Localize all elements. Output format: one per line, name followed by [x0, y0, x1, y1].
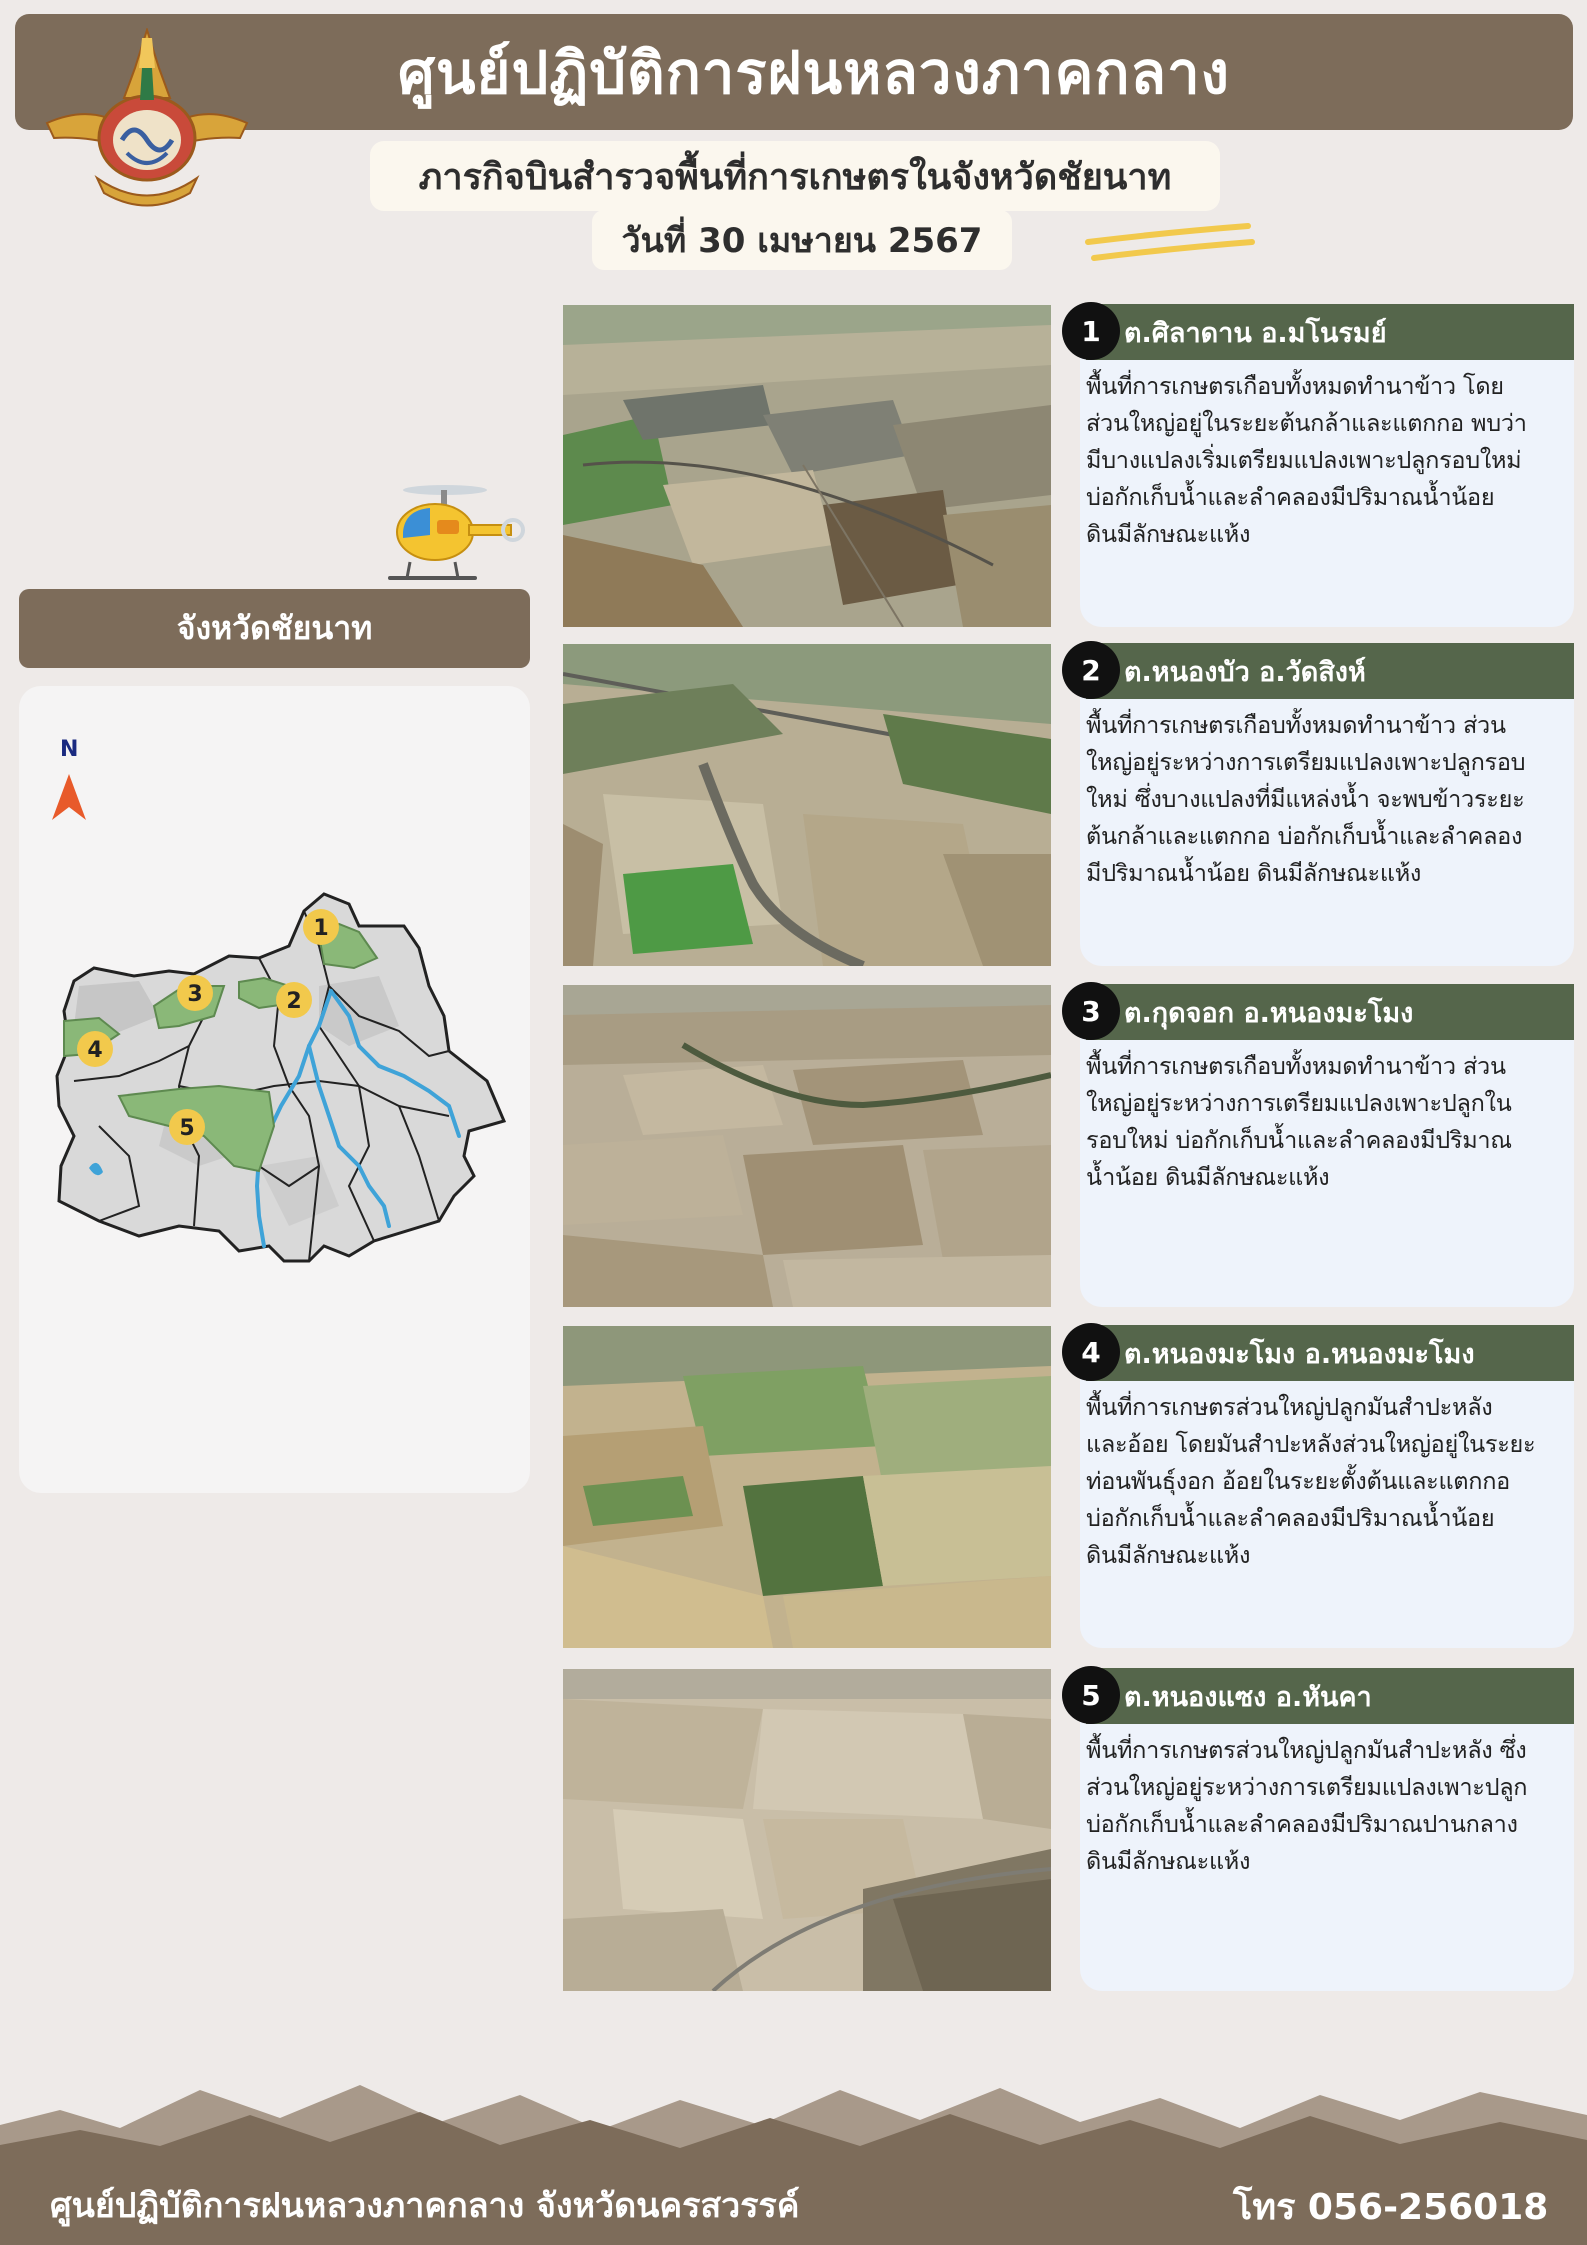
site-3-name-bar — [1086, 984, 1574, 1040]
site-2-number-badge: 2 — [1062, 641, 1120, 699]
site-4-aerial-photo — [563, 1326, 1051, 1648]
site-5-aerial-photo — [563, 1669, 1051, 1991]
site-2-header — [1062, 643, 1574, 699]
map-marker-label-1: 1 — [313, 916, 329, 941]
page-title: ศูนย์ปฏิบัติการฝนหลวงภาคกลาง — [398, 38, 1230, 107]
map-marker-label-2: 2 — [286, 989, 302, 1014]
site-2-name: ต.หนองบัว อ.วัดสิงห์ — [1124, 656, 1366, 688]
site-2-aerial-photo — [563, 644, 1051, 966]
site-3-name: ต.กุดจอก อ.หนองมะโมง — [1124, 997, 1414, 1029]
helicopter-icon — [375, 480, 525, 590]
site-4-name: ต.หนองมะโมง อ.หนองมะโมง — [1124, 1338, 1475, 1370]
site-4-header — [1062, 1325, 1574, 1381]
province-label-bar — [19, 589, 530, 668]
site-1-description: พื้นที่การเกษตรเกือบทั้งหมดทำนาข้าว โดย ส่วนใหญ่อยู่ในระยะต้นกล้าและแตกกอ พบว่า มีบางแปลงเริ่มเตรียมแปลงเพาะปลูกรอบใหม่ บ่อกักเก็บน้ำและลำคลองมีปริมาณน้ำน้อย ดินมีลักษณะแห้ง — [1086, 372, 1527, 548]
site-3-description: พื้นที่การเกษตรเกือบทั้งหมดทำนาข้าว ส่วน ใหญ่อยู่ระหว่างการเตรียมแปลงเพาะปลูกใน รอบใหม่ บ่อกักเก็บน้ำและลำคลองมีปริมาณ น้ำน้อย ดินมีลักษณะแห้ง — [1086, 1052, 1512, 1191]
map-marker-label-5: 5 — [179, 1116, 195, 1141]
site-1-name: ต.ศิลาดาน อ.มโนรมย์ — [1124, 317, 1387, 349]
site-5-number-badge: 5 — [1062, 1666, 1120, 1724]
site-2-name-bar — [1086, 643, 1574, 699]
site-1-header — [1062, 304, 1574, 360]
royal-rainmaking-emblem — [42, 28, 252, 213]
site-1-name-bar — [1086, 304, 1574, 360]
site-3-header — [1062, 984, 1574, 1040]
site-4-number-badge: 4 — [1062, 1323, 1120, 1381]
site-1-number-badge: 1 — [1062, 302, 1120, 360]
map-marker-label-3: 3 — [187, 982, 203, 1007]
site-4-description: พื้นที่การเกษตรส่วนใหญ่ปลูกมันสำปะหลัง และอ้อย โดยมันสำปะหลังส่วนใหญ่อยู่ในระยะ ท่อนพันธุ์งอก อ้อยในระยะตั้งต้นและแตกกอ บ่อกักเก็บน้ำและลำคลองมีปริมาณน้ำน้อย ดินมีลักษณะแห้ง — [1086, 1393, 1536, 1569]
footer-phone: โทร 056-256018 — [1233, 2187, 1549, 2228]
compass-north-label: N — [60, 737, 79, 762]
site-5-header — [1062, 1668, 1574, 1724]
site-4-name-bar — [1086, 1325, 1574, 1381]
date-banner — [592, 210, 1012, 270]
site-3-aerial-photo — [563, 985, 1051, 1307]
site-5-name-bar — [1086, 1668, 1574, 1724]
site-5-description: พื้นที่การเกษตรส่วนใหญ่ปลูกมันสำปะหลัง ซึ่ง ส่วนใหญ่อยู่ระหว่างการเตรียมแปลงเพาะปลูก บ่อกักเก็บน้ำและลำคลองมีปริมาณปานกลาง ดินมีลักษณะแห้ง — [1086, 1736, 1528, 1875]
footer-org-name: ศูนย์ปฏิบัติการฝนหลวงภาคกลาง จังหวัดนครสวรรค์ — [50, 2186, 800, 2226]
mission-subtitle: ภารกิจบินสำรวจพื้นที่การเกษตรในจังหวัดชัยนาท — [418, 156, 1172, 198]
compass-arrow-icon — [52, 774, 86, 820]
province-name: จังหวัดชัยนาท — [176, 609, 373, 647]
map-marker-label-4: 4 — [87, 1038, 103, 1063]
chainat-map — [19, 686, 530, 1493]
site-1-aerial-photo — [563, 305, 1051, 627]
mission-date: วันที่ 30 เมษายน 2567 — [621, 221, 983, 261]
province-map-card — [19, 686, 530, 1493]
subtitle-banner — [370, 141, 1220, 211]
site-5-name: ต.หนองแซง อ.หันคา — [1124, 1681, 1372, 1713]
site-3-number-badge: 3 — [1062, 982, 1120, 1040]
site-2-description: พื้นที่การเกษตรเกือบทั้งหมดทำนาข้าว ส่วน ใหญ่อยู่ระหว่างการเตรียมแปลงเพาะปลูกรอบ ใหม่ ซึ่งบางแปลงที่มีแหล่งน้ำ จะพบข้าวระยะ ต้นกล้าและแตกกอ บ่อกักเก็บน้ำและลำคลอง มีปริมาณน้ำน้อย ดินมีลักษณะแห้ง — [1086, 711, 1526, 887]
accent-lines-decoration — [1080, 220, 1255, 266]
